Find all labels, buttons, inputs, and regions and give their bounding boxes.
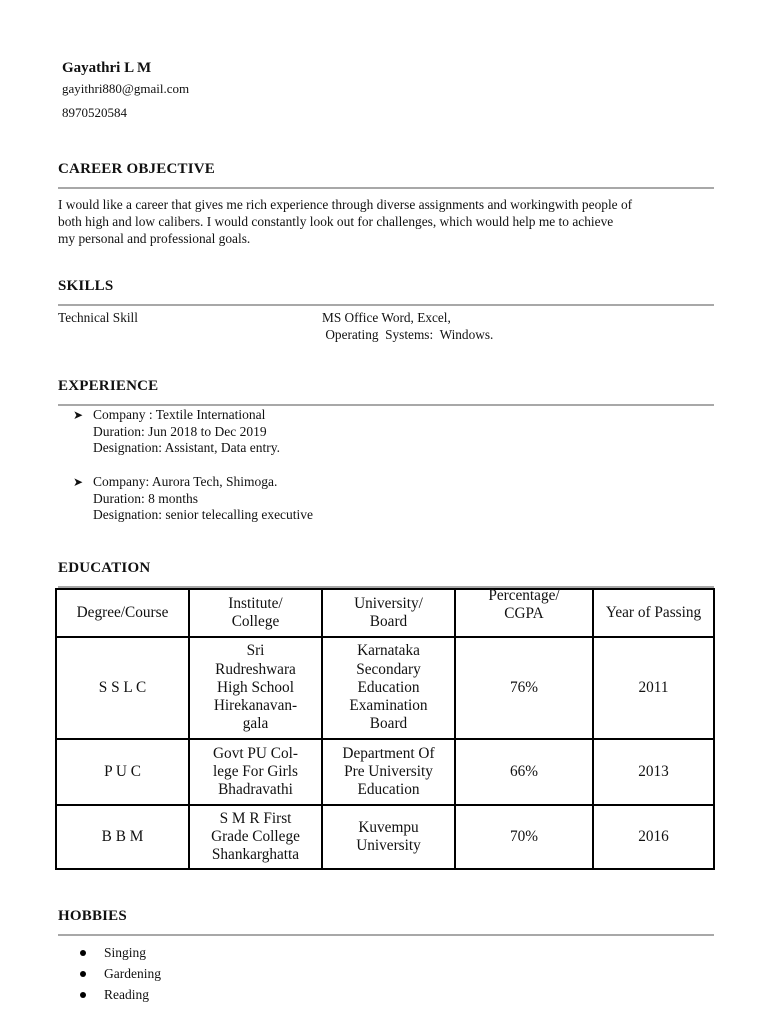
hobbies-list xyxy=(80,942,161,1005)
skill-value: MS Office Word, Excel, xyxy=(322,310,451,325)
cell-text: 70% xyxy=(509,827,539,845)
table-row xyxy=(57,740,715,806)
cell-year xyxy=(594,806,715,870)
table-row xyxy=(57,638,715,740)
section-divider xyxy=(58,934,714,936)
objective-line: I would like a career that gives me rich experience through diverse assignments and workingwith people of xyxy=(58,197,633,212)
header-text: University/ Board xyxy=(354,594,423,630)
section-divider xyxy=(58,304,714,306)
cell-text: Karnataka Secondary Education Examination Board xyxy=(349,642,428,733)
education-table xyxy=(55,588,715,870)
section-title-skills: SKILLS xyxy=(58,278,114,294)
arrow-bullet-icon: ➤ xyxy=(73,408,84,422)
section-title-experience: EXPERIENCE xyxy=(58,378,159,394)
cell-text: 2016 xyxy=(638,827,669,845)
cell-text: Sri Rudreshwara High School Hirekanavan- gala xyxy=(213,642,298,733)
section-title-hobbies: HOBBIES xyxy=(58,908,127,924)
header-text: Year of Passing xyxy=(605,603,702,621)
cell-institute xyxy=(190,638,323,740)
header-text: Institute/ College xyxy=(228,594,283,630)
cell-degree xyxy=(57,740,190,806)
career-objective-text xyxy=(58,196,708,247)
experience-item xyxy=(73,407,280,457)
arrow-bullet-icon: ➤ xyxy=(73,475,84,489)
experience-duration: Duration: Jun 2018 to Dec 2019 xyxy=(93,423,267,439)
cell-percentage xyxy=(456,638,594,740)
candidate-name: Gayathri L M xyxy=(62,60,152,76)
hobby-text: Gardening xyxy=(104,966,161,981)
section-title-education: EDUCATION xyxy=(58,560,151,576)
cell-board xyxy=(323,638,456,740)
list-item xyxy=(80,984,161,1005)
section-title-career-objective: CAREER OBJECTIVE xyxy=(58,161,215,177)
cell-text: 76% xyxy=(509,678,539,696)
header-cell-degree xyxy=(57,590,190,638)
objective-line: both high and low calibers. I would constantly look out for challenges, which would help me to achieve xyxy=(58,214,614,229)
header-text: Percentage/ CGPA xyxy=(488,586,560,622)
bullet-icon xyxy=(80,992,86,998)
cell-year xyxy=(594,638,715,740)
phone-number: 8970520584 xyxy=(62,105,127,120)
cell-degree xyxy=(57,806,190,870)
bullet-icon xyxy=(80,971,86,977)
cell-degree xyxy=(57,638,190,740)
email-address: gayithri880@gmail.com xyxy=(62,81,190,96)
cell-text: Kuvempu University xyxy=(356,818,421,854)
header-cell-year xyxy=(594,590,715,638)
experience-company: Company : Textile International xyxy=(93,407,266,422)
cell-percentage xyxy=(456,740,594,806)
header-cell-percentage xyxy=(456,586,594,638)
cell-board xyxy=(323,740,456,806)
experience-designation: Designation: Assistant, Data entry. xyxy=(93,440,280,455)
experience-item xyxy=(73,474,313,524)
cell-text: 2013 xyxy=(638,762,669,780)
cell-text: 66% xyxy=(509,762,539,780)
section-divider xyxy=(58,404,714,406)
header-text: Degree/Course xyxy=(76,603,169,621)
header-cell-institute xyxy=(190,590,323,638)
objective-line: my personal and professional goals. xyxy=(58,231,251,246)
experience-company: Company: Aurora Tech, Shimoga. xyxy=(93,474,278,489)
list-item xyxy=(80,963,161,984)
hobby-text: Reading xyxy=(104,987,149,1002)
experience-duration: Duration: 8 months xyxy=(93,490,198,506)
header-cell-university xyxy=(323,590,456,638)
cell-institute xyxy=(190,806,323,870)
bullet-icon xyxy=(80,950,86,956)
table-header-row xyxy=(57,590,715,638)
skill-label: Technical Skill xyxy=(58,310,138,325)
cell-text: Govt PU Col- lege For Girls Bhadravathi xyxy=(213,744,298,799)
cell-text: P U C xyxy=(104,762,141,780)
cell-board xyxy=(323,806,456,870)
cell-text: S S L C xyxy=(98,678,147,696)
cell-text: 2011 xyxy=(638,678,669,696)
section-divider xyxy=(58,187,714,189)
hobby-text: Singing xyxy=(104,945,147,960)
cell-institute xyxy=(190,740,323,806)
table-row xyxy=(57,806,715,870)
cell-text: B B M xyxy=(101,827,144,845)
cell-year xyxy=(594,740,715,806)
experience-designation: Designation: senior telecalling executive xyxy=(93,507,314,522)
skill-value: Operating Systems: Windows. xyxy=(322,327,494,342)
cell-text: Department Of Pre University Education xyxy=(342,744,435,799)
cell-percentage xyxy=(456,806,594,870)
cell-text: S M R First Grade College Shankarghatta xyxy=(211,809,300,864)
list-item xyxy=(80,942,161,963)
